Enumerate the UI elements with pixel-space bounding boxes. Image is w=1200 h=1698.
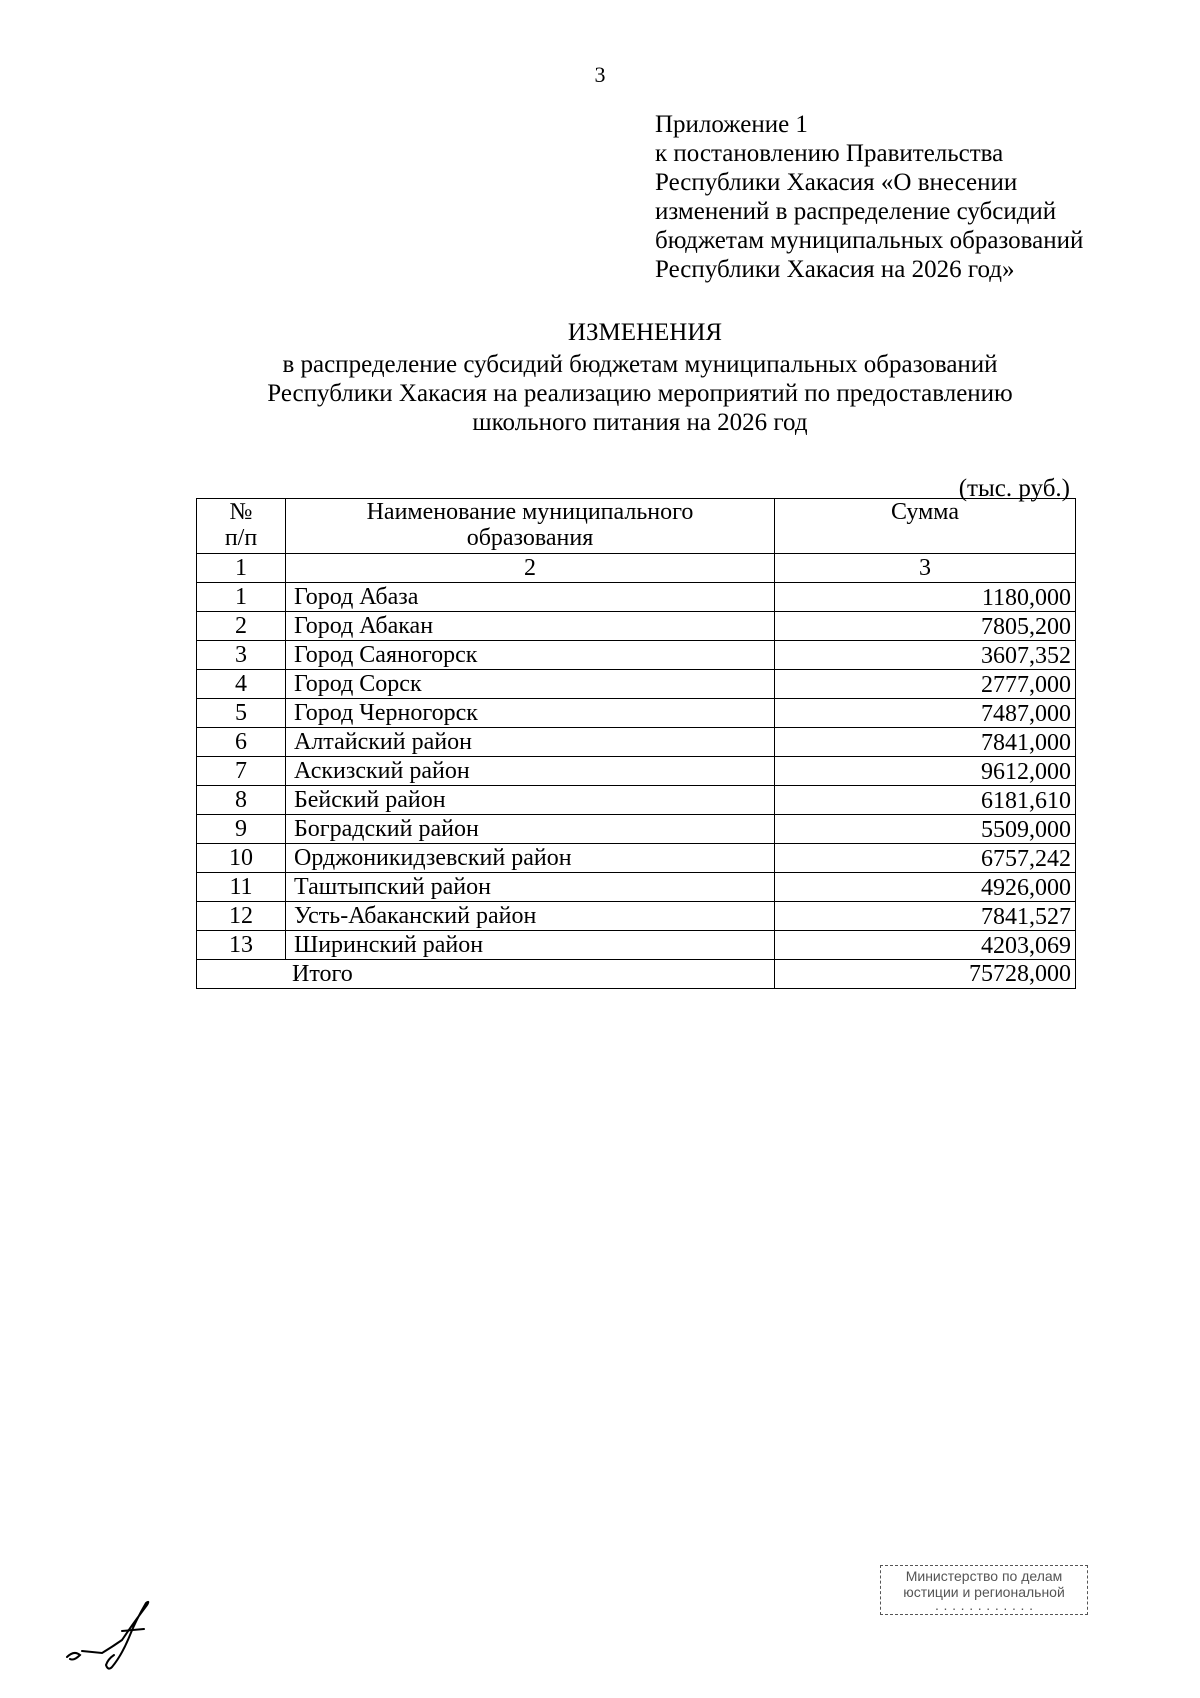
table-row <box>197 902 1076 931</box>
registration-stamp <box>880 1565 1088 1615</box>
row-sum: 1180,000 <box>775 583 1076 612</box>
table-row <box>197 728 1076 757</box>
row-name: Бейский район <box>286 786 775 815</box>
appendix-line: Приложение 1 <box>655 111 808 138</box>
row-name: Алтайский район <box>286 728 775 757</box>
row-number: 12 <box>197 902 286 931</box>
subsidy-table <box>196 498 1076 989</box>
total-sum: 75728,000 <box>775 960 1076 989</box>
subtitle-line: школьного питания на 2026 год <box>472 409 808 436</box>
row-number: 11 <box>197 873 286 902</box>
row-number: 4 <box>197 670 286 699</box>
column-number: 2 <box>286 554 775 583</box>
row-name: Орджоникидзевский район <box>286 844 775 873</box>
table-row <box>197 815 1076 844</box>
table-row <box>197 873 1076 902</box>
table-row <box>197 786 1076 815</box>
header-num-line: п/п <box>224 525 258 551</box>
appendix-line: Республики Хакасия «О внесении <box>655 169 1018 196</box>
subtitle-line: в распределение субсидий бюджетам муниципальных образований <box>282 351 998 378</box>
document-title: ИЗМЕНЕНИЯ <box>567 319 723 346</box>
handwritten-signature <box>62 1595 182 1675</box>
appendix-line: изменений в распределение субсидий <box>655 198 1057 225</box>
table-row <box>197 583 1076 612</box>
table-row <box>197 612 1076 641</box>
row-name: Город Сорск <box>286 670 775 699</box>
stamp-line: юстиции и региональной <box>903 1584 1065 1600</box>
table-row <box>197 931 1076 960</box>
table-row <box>197 844 1076 873</box>
document-subtitle <box>200 350 1080 437</box>
row-name: Боградский район <box>286 815 775 844</box>
table-row <box>197 670 1076 699</box>
table-row <box>197 757 1076 786</box>
stamp-line: · · · · · · · · · · · · <box>934 1600 1034 1616</box>
header-name-line: Наименование муниципального <box>366 499 694 525</box>
row-number: 5 <box>197 699 286 728</box>
row-name: Город Абакан <box>286 612 775 641</box>
row-sum: 7487,000 <box>775 699 1076 728</box>
row-number: 6 <box>197 728 286 757</box>
table-header-row <box>197 499 1076 554</box>
header-name <box>286 499 775 554</box>
row-number: 8 <box>197 786 286 815</box>
appendix-line: к постановлению Правительства <box>655 140 1004 167</box>
row-sum: 7841,527 <box>775 902 1076 931</box>
units-label: (тыс. руб.) <box>958 475 1070 502</box>
row-number: 1 <box>197 583 286 612</box>
row-name: Город Саяногорск <box>286 641 775 670</box>
column-number-row <box>197 554 1076 583</box>
row-name: Таштыпский район <box>286 873 775 902</box>
header-sum: Сумма <box>775 499 1076 554</box>
row-number: 3 <box>197 641 286 670</box>
table-row <box>197 699 1076 728</box>
appendix-block <box>655 110 1083 284</box>
row-sum: 4203,069 <box>775 931 1076 960</box>
row-sum: 6757,242 <box>775 844 1076 873</box>
total-label: Итого <box>197 960 775 989</box>
row-sum: 9612,000 <box>775 757 1076 786</box>
row-name: Ширинский район <box>286 931 775 960</box>
table-row <box>197 641 1076 670</box>
row-name: Город Черногорск <box>286 699 775 728</box>
row-number: 2 <box>197 612 286 641</box>
row-sum: 6181,610 <box>775 786 1076 815</box>
row-name: Город Абаза <box>286 583 775 612</box>
row-sum: 7841,000 <box>775 728 1076 757</box>
appendix-line: Республики Хакасия на 2026 год» <box>655 256 1015 283</box>
appendix-line: бюджетам муниципальных образований <box>655 227 1084 254</box>
row-number: 9 <box>197 815 286 844</box>
row-sum: 4926,000 <box>775 873 1076 902</box>
row-number: 7 <box>197 757 286 786</box>
row-number: 10 <box>197 844 286 873</box>
row-sum: 2777,000 <box>775 670 1076 699</box>
column-number: 1 <box>197 554 286 583</box>
stamp-line: Министерство по делам <box>905 1568 1063 1584</box>
page-number: 3 <box>594 62 606 87</box>
row-number: 13 <box>197 931 286 960</box>
header-num-line: № <box>229 499 253 525</box>
header-num <box>197 499 286 554</box>
row-name: Усть-Абаканский район <box>286 902 775 931</box>
row-sum: 7805,200 <box>775 612 1076 641</box>
total-row <box>197 960 1076 989</box>
column-number: 3 <box>775 554 1076 583</box>
subtitle-line: Республики Хакасия на реализацию мероприятий по предоставлению <box>267 380 1013 407</box>
row-sum: 5509,000 <box>775 815 1076 844</box>
row-name: Аскизский район <box>286 757 775 786</box>
row-sum: 3607,352 <box>775 641 1076 670</box>
header-name-line: образования <box>466 525 594 551</box>
